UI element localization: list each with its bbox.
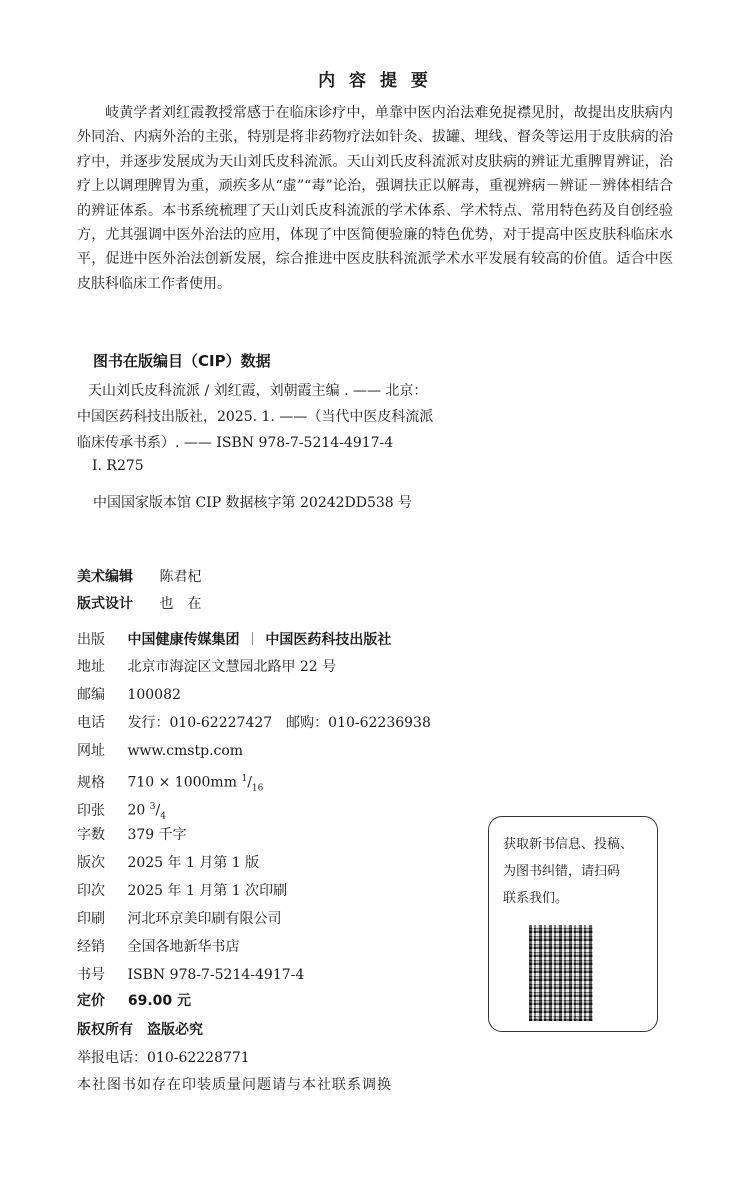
info-value: www.cmstp.com <box>127 743 244 759</box>
price-value: 69.00 元 <box>127 993 192 1009</box>
qr-code-icon[interactable] <box>529 925 593 1021</box>
cip-title: 图书在版编目（CIP）数据 <box>93 352 271 370</box>
info-value: ISBN 978-7-5214-4917-4 <box>127 967 305 983</box>
info-label: 印张 <box>77 802 105 819</box>
info-row-distributor <box>77 937 239 957</box>
fraction-denominator: 16 <box>251 783 264 794</box>
credit-label: 版式设计 <box>77 596 133 612</box>
info-row-price <box>77 991 191 1011</box>
info-label: 印刷 <box>77 911 105 927</box>
info-value: 100082 <box>127 687 181 703</box>
format-value: 710 × 1000mm <box>127 774 237 791</box>
info-label: 印次 <box>77 883 105 899</box>
info-value: 379 千字 <box>127 827 187 843</box>
divider <box>252 632 253 645</box>
sheets-whole: 20 <box>127 802 146 819</box>
info-label: 电话 <box>77 715 105 731</box>
info-row-sheets <box>77 797 166 822</box>
cip-line: 天山刘氏皮科流派 / 刘红霞，刘朝霞主编 . —— 北京： <box>88 383 428 399</box>
info-label: 经销 <box>77 939 105 955</box>
info-label: 字数 <box>77 827 105 843</box>
info-row-postcode <box>77 685 181 705</box>
info-label: 邮编 <box>77 687 105 703</box>
cip-verification: 中国国家版本馆 CIP 数据核字第 20242DD538 号 <box>93 495 413 511</box>
info-row-printing <box>77 881 287 901</box>
credit-value: 陈君杞 <box>159 569 202 585</box>
info-row-address <box>77 657 336 677</box>
qr-caption-line: 获取新书信息、投稿、 <box>503 837 634 852</box>
info-label: 网址 <box>77 743 105 759</box>
publisher-press: 中国医药科技出版社 <box>265 632 392 648</box>
fraction-denominator: 4 <box>160 811 166 822</box>
credit-art-editor <box>77 566 201 586</box>
info-label: 版次 <box>77 855 105 871</box>
info-value: 北京市海淀区文慧园北路甲 22 号 <box>127 659 337 675</box>
fraction-numerator: 1 <box>241 774 248 784</box>
publisher-group: 中国健康传媒集团 <box>127 632 240 648</box>
copyright-notice: 版权所有 盗版必究 <box>77 1022 203 1038</box>
info-value: 发行：010-62227427 邮购：010-62236938 <box>127 715 431 731</box>
info-value: 20 $^3/_4$ <box>127 802 166 822</box>
publisher-row <box>77 630 391 650</box>
summary-body: 岐黄学者刘红霞教授常感于在临床诊疗中，单靠中医内治法难免捉襟见肘，故提出皮肤病内外同治、内病外治的主张，特别是将非药物疗法如针灸、拔罐、埋线、督灸等运用于皮肤病的治疗中，并逐步发展成为天山刘氏皮科流派。天山刘氏皮科流派对皮肤病的辨证尤重脾胃辨证，治疗上以调理脾胃为重，顽疾多从“虚”“毒”论治，强调扶正以解毒，重视辨病－辨证－辨体相结合的辨证体系。本书系统梳理了天山刘氏皮科流派的学术体系、学术特点、常用特色药及自创经验方，尤其强调中医外治法的应用，体现了中医简便验廉的特色优势，对于提高中医皮肤科临床水平，促进中医外治法创新发展，综合推进中医皮肤科流派学术水平发展有较高的价值。适合中医皮肤科临床工作者使用。 <box>77 105 673 292</box>
qr-caption-line: 为图书纠错，请扫码 <box>503 864 621 879</box>
cip-line: 中国医药科技出版社，2025. 1. ——（当代中医皮科流派 <box>77 409 434 425</box>
info-label: 定价 <box>77 993 105 1009</box>
info-label: 规格 <box>77 774 105 791</box>
cip-line: 临床传承书系）. —— ISBN 978-7-5214-4917-4 <box>77 435 394 451</box>
qr-contact-box <box>488 816 658 1032</box>
qr-caption <box>503 831 651 912</box>
info-row-isbn <box>77 965 304 985</box>
summary-title: 内 容 提 要 <box>318 71 432 91</box>
info-row-phone <box>77 713 431 733</box>
info-label: 出版 <box>77 632 105 648</box>
info-value: 河北环京美印刷有限公司 <box>127 911 282 927</box>
info-value: 710 × 1000mm $^1/_{16}$ <box>127 774 264 794</box>
cip-line: Ⅰ. R275 <box>92 458 144 474</box>
info-label: 地址 <box>77 659 105 675</box>
credit-label: 美术编辑 <box>77 569 133 585</box>
info-value: 全国各地新华书店 <box>127 939 240 955</box>
report-phone: 举报电话：010-62228771 <box>77 1050 250 1066</box>
info-row-word-count <box>77 825 187 845</box>
qr-caption-line: 联系我们。 <box>503 891 569 906</box>
info-label: 书号 <box>77 967 105 983</box>
info-row-format <box>77 769 264 794</box>
fraction-numerator: 3 <box>149 802 156 812</box>
info-row-edition <box>77 853 259 873</box>
info-row-website <box>77 741 243 761</box>
info-row-printer <box>77 909 281 929</box>
credit-value: 也 在 <box>159 596 202 612</box>
quality-notice: 本社图书如存在印装质量问题请与本社联系调换 <box>77 1077 392 1093</box>
credit-layout-design <box>77 593 201 613</box>
info-value: 2025 年 1 月第 1 版 <box>127 855 260 871</box>
info-value: 2025 年 1 月第 1 次印刷 <box>127 883 288 899</box>
